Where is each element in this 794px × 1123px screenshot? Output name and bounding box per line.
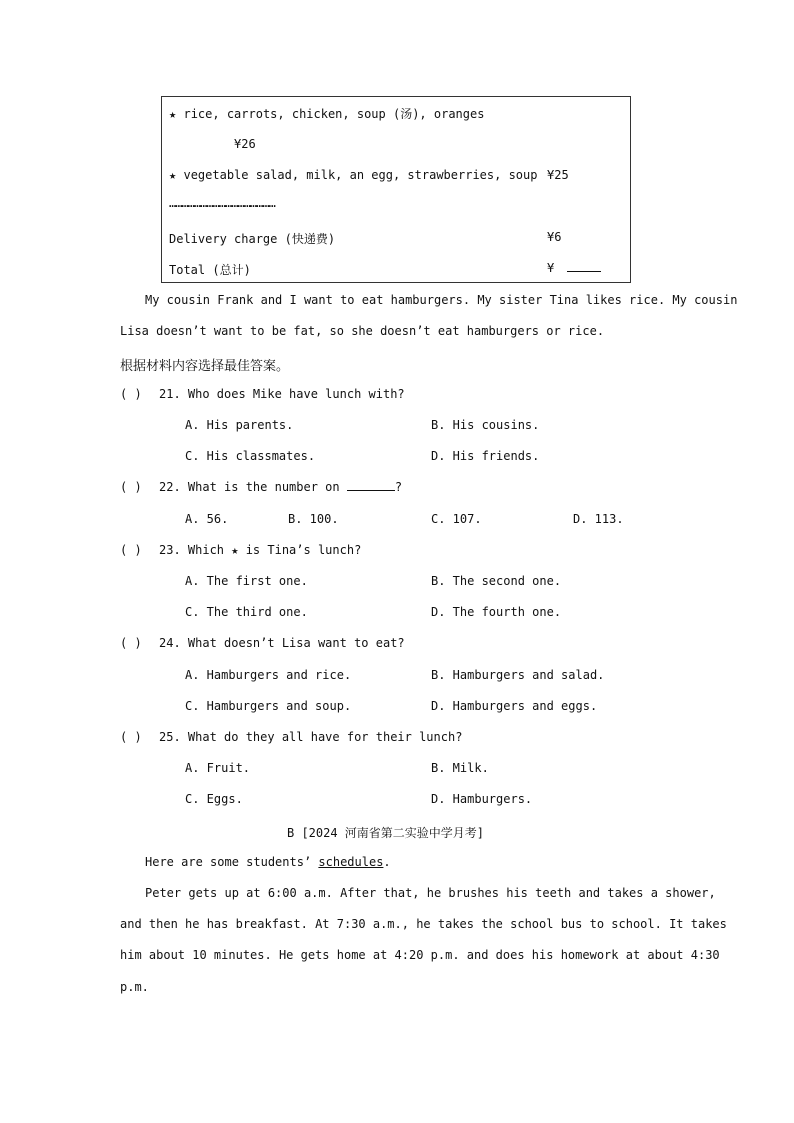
menu-line-2: ★ vegetable salad, milk, an egg, strawberries, soup	[169, 168, 538, 182]
q21-paren[interactable]: ( )	[120, 387, 142, 401]
q21-option-a[interactable]: A. His parents.	[185, 418, 294, 432]
para2-line4: p.m.	[120, 980, 149, 994]
q24-option-d[interactable]: D. Hamburgers and eggs.	[431, 699, 598, 713]
total-price: ¥	[547, 261, 601, 275]
total-label: Total (总计)	[169, 263, 251, 277]
q24-option-b[interactable]: B. Hamburgers and salad.	[431, 668, 605, 682]
para1-line1: My cousin Frank and I want to eat hamburgers. My sister Tina likes rice. My cousin	[145, 293, 738, 307]
intro-line: Here are some students’ schedules.	[145, 855, 391, 869]
q23-option-b[interactable]: B. The second one.	[431, 574, 562, 588]
q25-paren[interactable]: ( )	[120, 730, 142, 744]
menu-line-1-price: ¥26	[234, 137, 256, 151]
q21-option-b[interactable]: B. His cousins.	[431, 418, 540, 432]
menu-box	[161, 96, 631, 283]
delivery-price: ¥6	[547, 230, 562, 244]
instruction: 根据材料内容选择最佳答案。	[120, 359, 290, 374]
para2-line3: him about 10 minutes. He gets home at 4:20 p.m. and does his homework at about 4:30	[120, 948, 720, 962]
para1-line2: Lisa doesn’t want to be fat, so she doesn’t eat hamburgers or rice.	[120, 324, 605, 338]
q22-option-c[interactable]: C. 107.	[431, 512, 482, 526]
delivery-label: Delivery charge (快递费)	[169, 232, 336, 246]
q24-paren[interactable]: ( )	[120, 636, 142, 650]
para2-line1: Peter gets up at 6:00 a.m. After that, he brushes his teeth and takes a shower,	[145, 886, 716, 900]
menu-line-1: ★ rice, carrots, chicken, soup (汤), oranges	[169, 107, 485, 121]
q24-option-a[interactable]: A. Hamburgers and rice.	[185, 668, 352, 682]
schedules-underlined: schedules	[318, 855, 384, 869]
star-icon: ★	[169, 168, 177, 182]
q25-option-a[interactable]: A. Fruit.	[185, 761, 251, 775]
q22-blank	[347, 480, 395, 491]
dotted-separator: ……………………………………………	[169, 196, 275, 210]
q25-option-b[interactable]: B. Milk.	[431, 761, 489, 775]
q24-text: 24. What doesn’t Lisa want to eat?	[159, 636, 405, 650]
q23-paren[interactable]: ( )	[120, 543, 142, 557]
q25-text: 25. What do they all have for their lunch?	[159, 730, 463, 744]
q22-option-a[interactable]: A. 56.	[185, 512, 229, 526]
q25-option-d[interactable]: D. Hamburgers.	[431, 792, 533, 806]
q21-text: 21. Who does Mike have lunch with?	[159, 387, 405, 401]
star-icon: ★	[169, 107, 177, 121]
q22-text: 22. What is the number on ?	[159, 480, 403, 494]
q21-option-c[interactable]: C. His classmates.	[185, 449, 316, 463]
section-b-heading: B [2024 河南省第二实验中学月考]	[287, 826, 485, 840]
q23-option-c[interactable]: C. The third one.	[185, 605, 308, 619]
total-blank[interactable]	[567, 261, 601, 272]
q25-option-c[interactable]: C. Eggs.	[185, 792, 243, 806]
q23-option-a[interactable]: A. The first one.	[185, 574, 308, 588]
menu-line-2-price: ¥25	[547, 168, 569, 182]
q22-option-b[interactable]: B. 100.	[288, 512, 339, 526]
para2-line2: and then he has breakfast. At 7:30 a.m., he takes the school bus to school. It takes	[120, 917, 727, 931]
q23-option-d[interactable]: D. The fourth one.	[431, 605, 562, 619]
q22-option-d[interactable]: D. 113.	[573, 512, 624, 526]
q21-option-d[interactable]: D. His friends.	[431, 449, 540, 463]
q22-paren[interactable]: ( )	[120, 480, 142, 494]
q23-text: 23. Which ★ is Tina’s lunch?	[159, 543, 362, 557]
q24-option-c[interactable]: C. Hamburgers and soup.	[185, 699, 352, 713]
